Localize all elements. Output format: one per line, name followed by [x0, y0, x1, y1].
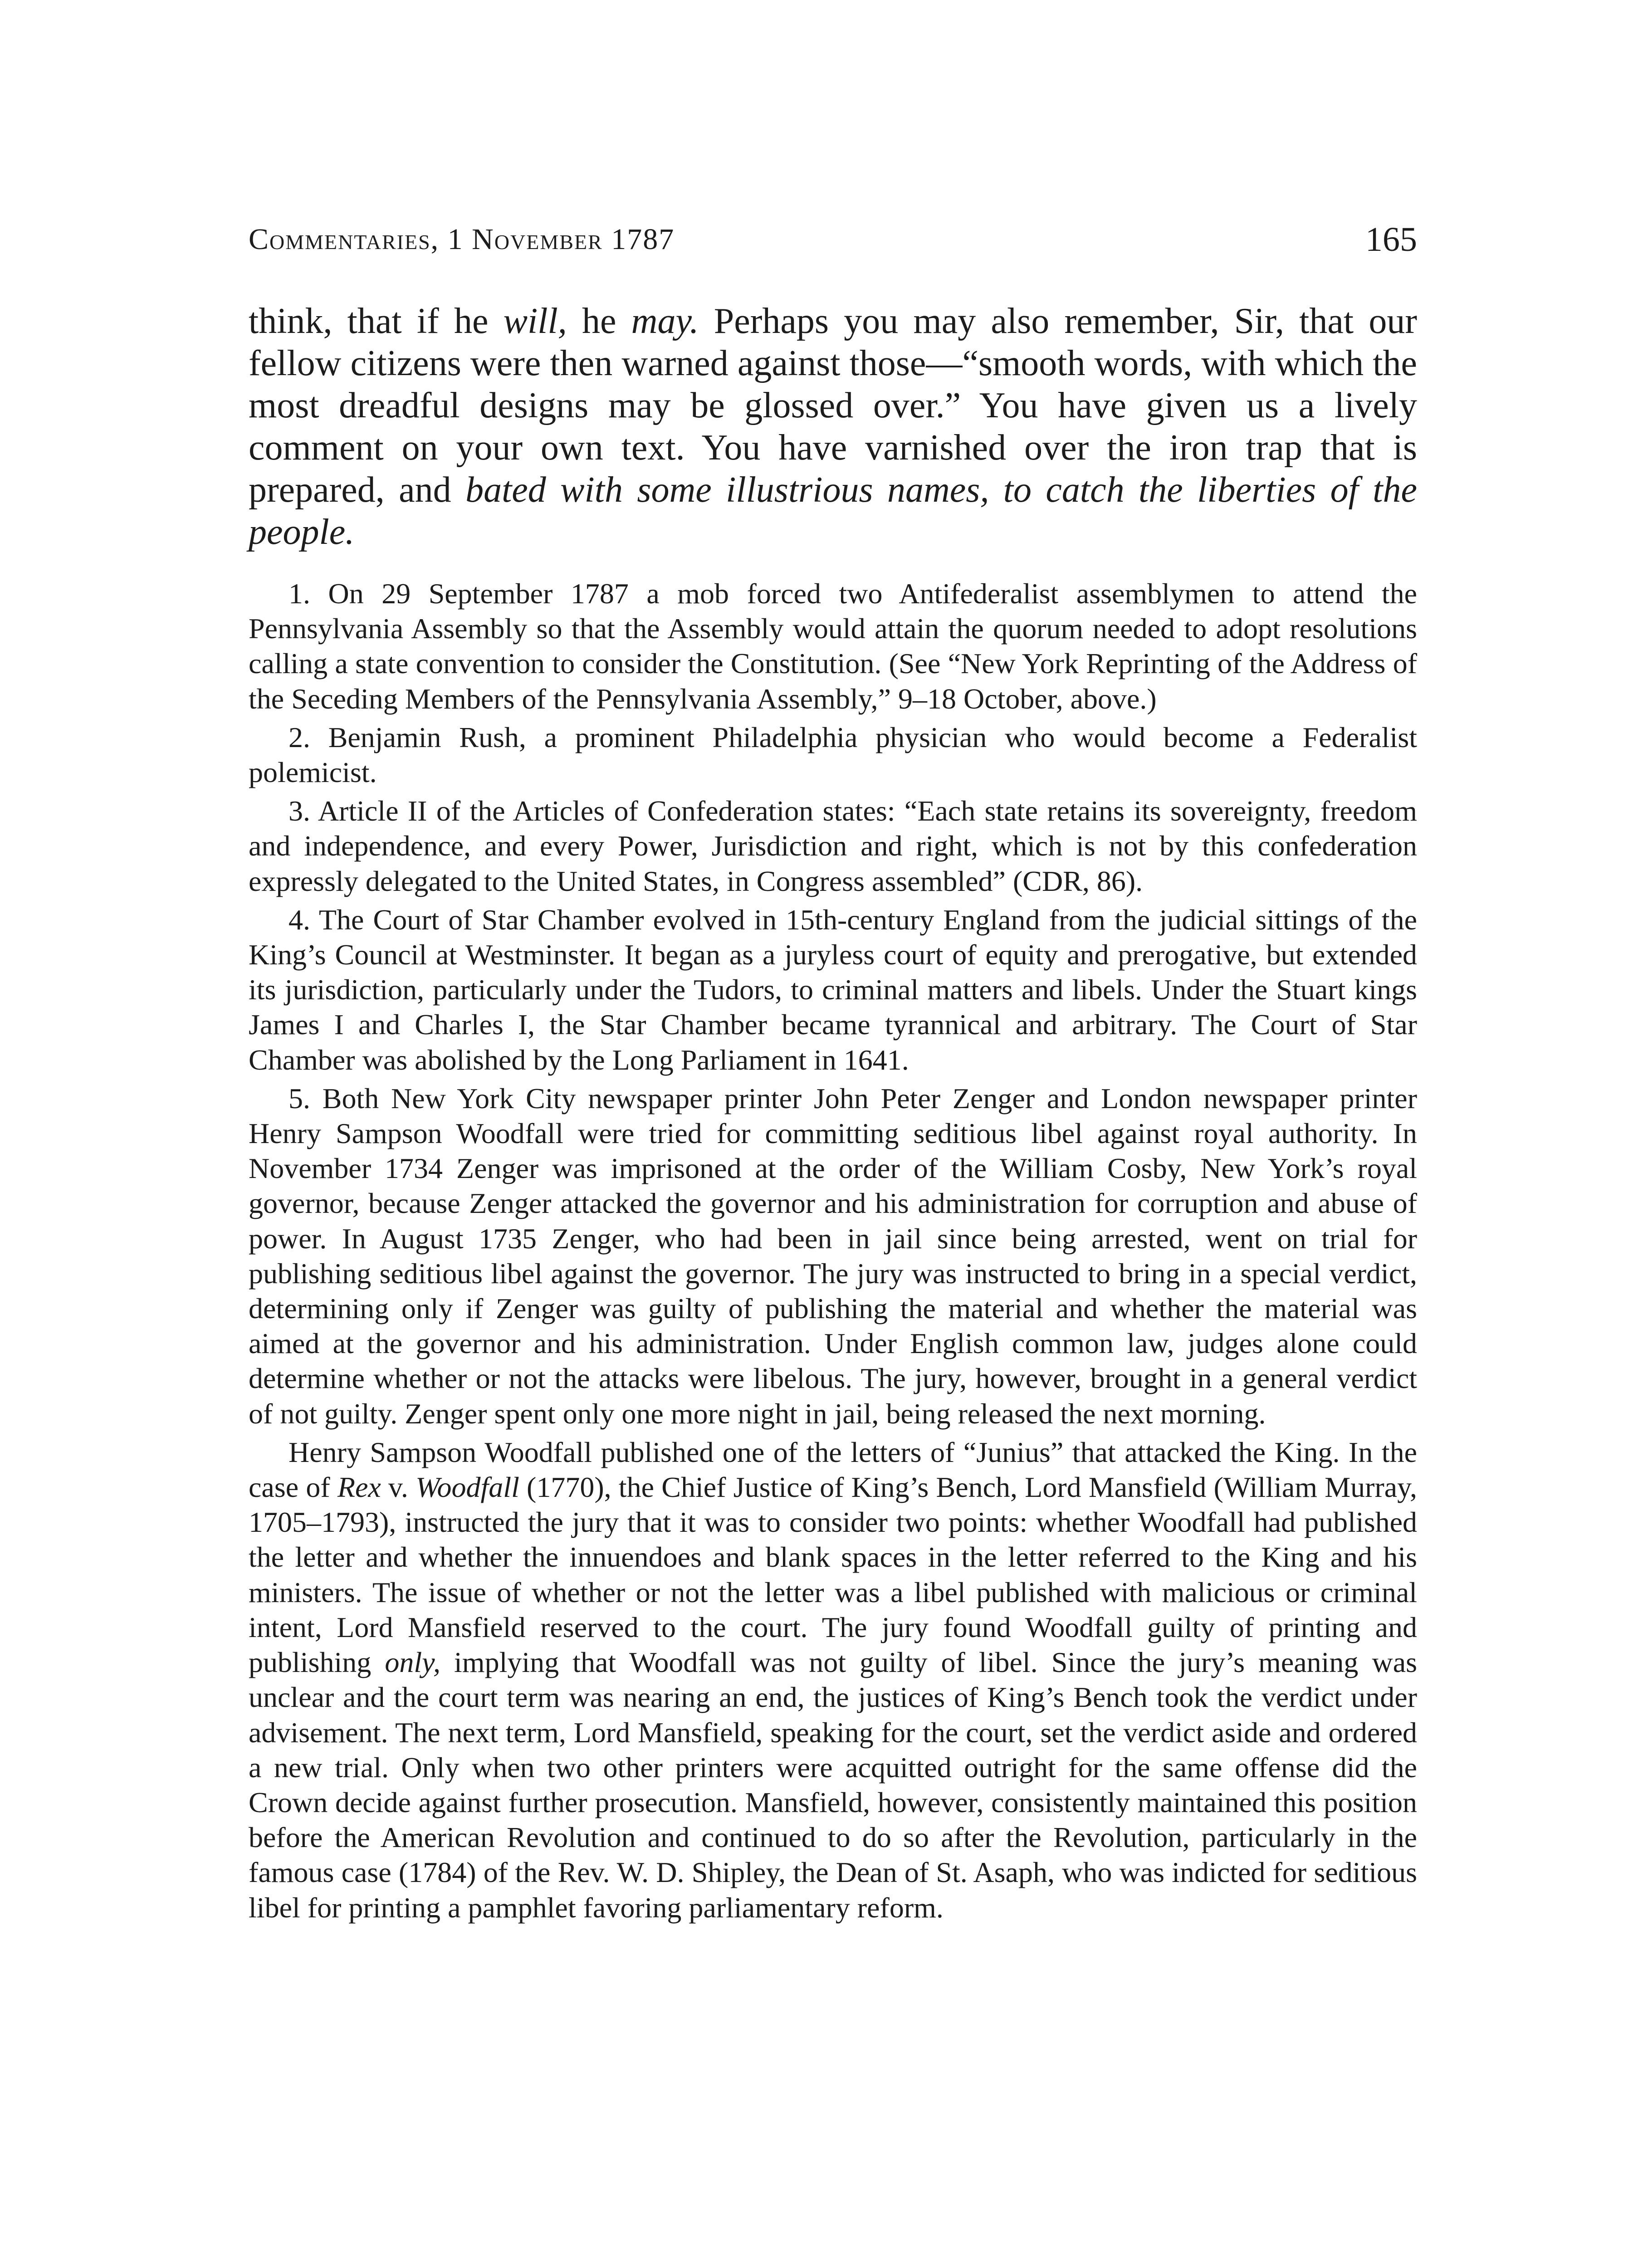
footnote-2: 2. Benjamin Rush, a prominent Philadelphia physician who would become a Federalist polemicist. [249, 721, 1417, 789]
italic-only: only, [385, 1646, 440, 1679]
footnote-text: Henry Sampson Woodfall published one of the letters of “Junius” that attacked the King. In the case of [249, 1436, 1417, 1504]
case-name-woodfall: Woodfall [416, 1471, 519, 1504]
main-text-part: think, that if he [249, 301, 504, 341]
footnote-4: 4. The Court of Star Chamber evolved in 15th-century England from the judicial sittings of the King’s Council at Westminster. It began as a juryless court of equity and prerogative, but extended its jurisdiction, particularly under the Tudors, to criminal matters and libels. Under the Stuart kings James I and Charles I, the Star Chamber became tyrannical and arbitrary. The Court of Star Chamber was abolished by the Long Parliament in 1641. [249, 903, 1417, 1076]
page-number: 165 [1365, 220, 1417, 259]
footnote-1: 1. On 29 September 1787 a mob forced two Antifederalist assemblymen to attend the Pennsylvania Assembly so that the Assembly would attain the quorum needed to adopt resolutions calling a state convention to consider the Constitution. (See “New York Reprinting of the Address of the Seceding Members of the Pennsylvania Assembly,” 9–18 October, above.) [249, 577, 1417, 715]
footnote-text: implying that Woodfall was not guilty of libel. Since the jury’s meaning was unclear and the court term was nearing an end, the justices of King’s Bench took the verdict under advisement. The next term, Lord Mansfield, speaking for the court, set the verdict aside and ordered a new trial. Only when two other printers were acquitted outright for the same offense did the Crown decide against further prosecution. Mansfield, however, consistently maintained this position before the American Revolution and continued to do so after the Revolution, particularly in the famous case (1784) of the Rev. W. D. Shipley, the Dean of St. Asaph, who was indicted for seditious libel for printing a pamphlet favoring parliamentary reform. [249, 1646, 1418, 1924]
main-text-paragraph [249, 300, 1417, 553]
footnotes [249, 576, 1417, 1929]
footnote-text: (1770), the Chief Justice of King’s Bench, Lord Mansfield (William Murray, 1705–1793), instructed the jury that it was to consider two points: whether Woodfall had published the letter and whether the innuendoes and blank spaces in the letter referred to the King and his ministers. The issue of whether or not the letter was a libel published with malicious or criminal intent, Lord Mansfield reserved to the court. The jury found Woodfall guilty of printing and publishing [249, 1471, 1418, 1679]
case-name-rex: Rex [337, 1471, 381, 1504]
main-text-italic: bated with some illustrious names, to catch the liberties of the people. [249, 470, 1418, 552]
main-text-part: he [567, 301, 631, 341]
main-text-part: Perhaps you may also remember, Sir, that our fellow citizens were then warned against those—“smooth words, with which the most dreadful designs may be glossed over.” You have given us a lively comment on your own text. You have varnished over the iron trap that is prepared, and [249, 301, 1417, 510]
running-head: Commentaries, 1 November 1787 [249, 223, 675, 256]
footnote-3: 3. Article II of the Articles of Confederation states: “Each state retains its sovereignty, freedom and independence, and every Power, Jurisdiction and right, which is not by this confederation expressly delegated to the United States, in Congress assembled” (CDR, 86). [249, 795, 1417, 897]
page-header [249, 217, 1417, 262]
main-text-italic: may. [631, 301, 699, 341]
footnote-text: v. [381, 1471, 416, 1504]
footnote-5: 5. Both New York City newspaper printer John Peter Zenger and London newspaper printer Henry Sampson Woodfall were tried for committing seditious libel against royal authority. In November 1734 Zenger was imprisoned at the order of the William Cosby, New York’s royal governor, because Zenger attacked the governor and his administration for corruption and abuse of power. In August 1735 Zenger, who had been in jail since being arrested, went on trial for publishing seditious libel against the governor. The jury was instructed to bring in a special verdict, determining only if Zenger was guilty of publishing the material and whether the material was aimed at the governor and his administration. Under English common law, judges alone could determine whether or not the attacks were libelous. The jury, however, brought in a general verdict of not guilty. Zenger spent only one more night in jail, being released the next morning. [249, 1082, 1417, 1430]
main-text-italic: will, [503, 301, 567, 341]
footnote-5-continued [249, 1435, 1417, 1925]
